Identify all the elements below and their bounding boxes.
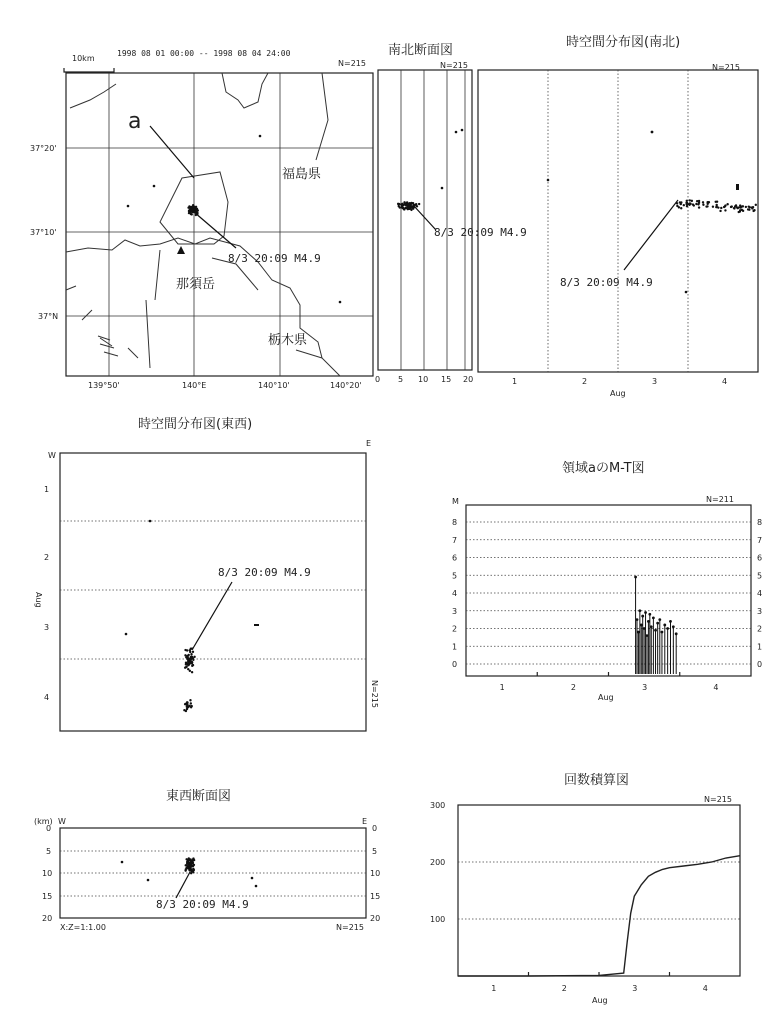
st-ns-event [680, 207, 682, 209]
ns-hypocenter [441, 187, 444, 190]
ew-w: W [58, 817, 66, 826]
cum-xtick: 3 [632, 984, 638, 993]
mt-chart-panel [452, 461, 762, 702]
st-ew-event [125, 633, 128, 636]
st-ew-event [186, 706, 188, 708]
ns-hypocenter [412, 202, 414, 204]
lon-label: 140°10' [258, 381, 290, 390]
st-ns-event [720, 207, 722, 209]
region-a-label: a [128, 109, 142, 134]
st-ew-event [189, 699, 191, 701]
ew-hypocenter [251, 877, 254, 880]
st-ew-day: 2 [44, 553, 50, 562]
scale-label: 10km [72, 54, 95, 63]
mt-event-point [641, 615, 644, 618]
ew-depth-right: 20 [370, 914, 381, 923]
map-epicenter [192, 209, 194, 211]
mt-ytick-right: 3 [757, 606, 763, 616]
road-line [222, 73, 268, 108]
mt-event-point [666, 627, 669, 630]
st-ns-event [745, 206, 747, 208]
ns-hypocenter [401, 206, 403, 208]
ns-hypocenter [408, 207, 410, 209]
cum-xtick: 2 [561, 984, 567, 993]
st-ns-event [702, 204, 704, 206]
mt-event-point [648, 613, 651, 616]
map-epicenter [194, 208, 196, 210]
ew-depth-left: 15 [42, 892, 53, 901]
st-ns-event [755, 204, 757, 206]
mt-ytick-left: 5 [452, 571, 458, 581]
st-ns-event [547, 179, 550, 182]
ew-section-title: 東西断面図 [166, 789, 232, 804]
map-epicenter [188, 209, 190, 211]
ns-hypocenter [400, 203, 402, 205]
st-ew-event [190, 706, 192, 708]
mt-xtick: 1 [499, 683, 505, 692]
ns-hypocenter [410, 206, 412, 208]
mt-grid [452, 518, 762, 669]
ns-section-frame [378, 70, 472, 370]
ew-hypocenter [193, 864, 195, 866]
scale-bar [64, 68, 114, 72]
mt-ytick-left: 7 [452, 535, 458, 545]
ew-depth-left: 10 [42, 869, 53, 878]
st-ns-event [724, 209, 726, 211]
st-ew-annotation: 8/3 20:09 M4.9 [218, 566, 311, 579]
st-ns-event [686, 203, 688, 205]
map-epicenter [188, 205, 190, 207]
st-ns-event [686, 200, 688, 202]
mt-ytick-right: 5 [757, 571, 763, 581]
st-ew-event [186, 701, 188, 703]
cum-title: 回数積算図 [564, 773, 630, 788]
mt-ytick-left: 2 [452, 624, 458, 634]
region-a-leader [150, 126, 194, 178]
st-ew-event [190, 662, 192, 664]
st-ns-event [705, 205, 707, 207]
st-ew-event [185, 656, 187, 658]
st-ew-day: 1 [44, 485, 50, 494]
mt-title: 領域aのM-T図 [562, 461, 645, 476]
ns-xtick: 20 [463, 375, 474, 384]
ew-depth-left: 20 [42, 914, 53, 923]
ew-depth-left: 0 [46, 824, 52, 833]
ew-hypocenter [193, 859, 195, 861]
mt-ytick-left: 6 [452, 553, 458, 563]
ns-hypocenter [461, 129, 464, 132]
ns-annotation-leader [414, 206, 436, 230]
mt-ytick-left: 3 [452, 606, 458, 616]
mt-ytick-right: 6 [757, 553, 763, 563]
st-ns-event [715, 201, 717, 203]
mt-event-point [634, 576, 637, 579]
mt-event-point [656, 622, 659, 625]
cum-xtick: 4 [702, 984, 708, 993]
map-epicenter [196, 208, 198, 210]
ns-hypocenter [404, 204, 406, 206]
ns-hypocenter [397, 203, 399, 205]
cum-ytick: 200 [430, 858, 446, 867]
ns-section-title: 南北断面図 [388, 43, 454, 58]
mt-ylabel: M [452, 497, 459, 506]
st-ns-event [706, 203, 708, 205]
st-ns-event [696, 200, 698, 202]
st-ew-event [190, 702, 192, 704]
ns-hypocenter [455, 131, 458, 134]
st-ew-event [189, 651, 191, 653]
mt-event-point [661, 631, 664, 634]
cum-ytick: 300 [430, 801, 446, 810]
mt-xtick: 3 [642, 683, 648, 692]
mt-xtick: 4 [713, 683, 719, 692]
map-epicenter [153, 185, 156, 188]
period-label: 1998 08 01 00:00 -- 1998 08 04 24:00 [117, 49, 291, 58]
cum-xtick: 1 [491, 984, 497, 993]
st-ns-event [695, 203, 697, 205]
ew-count: N=215 [336, 923, 364, 932]
mt-event-point [652, 616, 655, 619]
mt-ytick-right: 8 [757, 518, 763, 527]
ns-xtick: 5 [398, 375, 404, 384]
mt-xlabel: Aug [598, 693, 614, 702]
st-ns-event [689, 199, 691, 201]
mt-ytick-left: 1 [452, 642, 458, 652]
st-ns-event [731, 205, 733, 207]
map-frame [66, 73, 373, 376]
map-epicenter-cluster [187, 204, 199, 216]
ns-hypocenter [408, 203, 410, 205]
map-epicenter [127, 205, 130, 208]
st-ew-event [185, 666, 187, 668]
ew-depth-right: 10 [370, 869, 381, 878]
ew-depth-left: 5 [46, 847, 52, 856]
st-ns-event [749, 206, 751, 208]
epicenter-map [30, 49, 373, 390]
st-ew-title: 時空間分布図(東西) [138, 417, 253, 432]
ew-hypocenter [187, 866, 189, 868]
st-ns-event [651, 131, 654, 134]
ew-hypocenter [189, 858, 191, 860]
ew-annotation-leader [176, 872, 190, 898]
ns-hypocenter [418, 203, 420, 205]
st-ns-panel [478, 34, 758, 398]
st-ns-event [685, 291, 688, 294]
mt-event-point [638, 609, 641, 612]
mt-event-point [644, 611, 647, 614]
st-ns-event [739, 206, 741, 208]
st-ns-event [689, 202, 691, 204]
mt-xtick: 2 [570, 683, 576, 692]
map-epicenter [339, 301, 342, 304]
lon-label: 140°E [182, 381, 207, 390]
st-ew-event [187, 664, 189, 666]
lon-label: 139°50' [88, 381, 120, 390]
nasu-label: 那須岳 [176, 277, 216, 292]
cum-grid [430, 801, 740, 924]
mt-event-point [672, 625, 675, 628]
st-ns-annotation: 8/3 20:09 M4.9 [560, 276, 653, 289]
map-epicenter [259, 135, 262, 138]
st-ew-event [254, 624, 259, 626]
st-ns-event [702, 201, 704, 203]
ns-hypocenter [412, 207, 414, 209]
mt-ytick-left: 4 [452, 589, 458, 598]
ew-section-panel [34, 788, 380, 932]
ew-hypocenter [121, 861, 124, 864]
ew-hypocenter [187, 861, 189, 863]
st-ns-event [719, 210, 721, 212]
st-ew-panel [34, 416, 379, 731]
st-ns-event [680, 201, 682, 203]
lat-label: 37°N [38, 312, 59, 321]
st-ns-event [693, 204, 695, 206]
tochigi-label: 栃木県 [268, 333, 308, 348]
cum-line [458, 856, 740, 976]
st-ns-event [736, 184, 739, 190]
st-ew-event [185, 710, 187, 712]
ew-hypocenter [189, 869, 191, 871]
st-ew-day: 4 [44, 693, 50, 702]
lat-label: 37°20' [30, 144, 57, 153]
mt-event-point [675, 632, 678, 635]
map-epicenter [191, 206, 193, 208]
ns-section-count: N=215 [440, 61, 468, 70]
st-ns-day: 1 [512, 377, 518, 386]
st-ew-event [187, 658, 189, 660]
ew-annotation: 8/3 20:09 M4.9 [156, 898, 249, 911]
map-annotation: 8/3 20:09 M4.9 [228, 252, 321, 265]
st-ew-event [184, 703, 186, 705]
st-ns-day: 2 [582, 377, 588, 386]
fukushima-label: 福島県 [282, 167, 322, 182]
st-ew-event-cluster [183, 647, 196, 712]
st-ns-event [741, 209, 743, 211]
ns-xtick: 15 [441, 375, 452, 384]
st-ew-ylabel: Aug [34, 592, 43, 608]
mt-ytick-right: 4 [757, 589, 763, 598]
ew-km: (km) [34, 817, 53, 826]
ew-hypocenter-cluster [184, 857, 195, 874]
cum-xlabel: Aug [592, 996, 608, 1005]
st-ew-event [192, 664, 194, 666]
st-ns-event [716, 205, 718, 207]
ew-depth-right: 5 [372, 847, 378, 856]
st-ns-event [752, 210, 754, 212]
st-ew-event [149, 520, 152, 523]
cumulative-chart-panel [430, 772, 740, 1005]
st-ns-event [698, 202, 700, 204]
mt-event-point [650, 625, 653, 628]
st-ew-day: 3 [44, 623, 50, 632]
st-ew-e: E [366, 439, 372, 448]
road-line [316, 73, 328, 160]
st-ns-xlabel: Aug [610, 389, 626, 398]
st-ns-event [736, 206, 738, 208]
lon-label: 140°20' [330, 381, 362, 390]
st-ns-event [712, 206, 714, 208]
ew-ratio: X:Z=1:1.00 [60, 923, 106, 932]
st-ew-event [186, 649, 188, 651]
st-ns-event [747, 208, 749, 210]
map-count: N=215 [338, 59, 366, 68]
ew-hypocenter [255, 885, 258, 888]
mt-bars [634, 576, 677, 674]
ew-depth-right: 15 [370, 892, 381, 901]
st-ns-title: 時空間分布図(南北) [566, 35, 681, 50]
st-ns-event [691, 200, 693, 202]
st-ns-event [751, 207, 753, 209]
mt-count: N=211 [706, 495, 734, 504]
st-ew-w: W [48, 451, 56, 460]
mt-event-point [654, 629, 657, 632]
ew-e: E [362, 817, 368, 826]
mt-event-point [669, 620, 672, 623]
st-ew-event [193, 656, 195, 658]
mt-event-point [663, 624, 666, 627]
st-ew-event [191, 671, 193, 673]
mt-xticks [500, 672, 719, 692]
cum-count: N=215 [704, 795, 732, 804]
ns-xtick: 0 [375, 375, 381, 384]
st-ns-day: 4 [722, 377, 728, 386]
ew-hypocenter [192, 868, 194, 870]
map-epicenter [191, 213, 193, 215]
ns-xtick: 10 [418, 375, 429, 384]
ew-hypocenter [190, 865, 192, 867]
ew-hypocenter [147, 879, 150, 882]
st-ns-annotation-leader [624, 200, 678, 270]
mt-ytick-right: 2 [757, 624, 763, 634]
cum-frame [458, 805, 740, 976]
mt-ytick-right: 1 [757, 642, 763, 652]
st-ew-frame [60, 453, 366, 731]
ns-section-panel [375, 42, 527, 384]
st-ns-count: N=215 [712, 63, 740, 72]
cum-xticks [491, 972, 708, 993]
lat-label: 37°10' [30, 228, 57, 237]
st-ns-event [678, 206, 680, 208]
st-ns-event [683, 204, 685, 206]
ew-depth-right: 0 [372, 824, 378, 833]
mt-ytick-right: 0 [757, 660, 763, 669]
mt-frame [466, 505, 751, 676]
st-ew-event [190, 653, 192, 655]
st-ew-event [187, 668, 189, 670]
st-ew-event [190, 657, 192, 659]
volcano-icon [177, 246, 185, 254]
mt-ytick-left: 8 [452, 518, 458, 527]
ew-hypocenter [192, 870, 194, 872]
st-ew-annotation-leader [192, 582, 232, 650]
ew-hypocenter [189, 862, 191, 864]
ns-hypocenter [398, 205, 400, 207]
mt-event-point [636, 618, 639, 621]
st-ns-event-cluster [676, 184, 757, 213]
mt-event-point [658, 618, 661, 621]
st-ns-event [726, 203, 728, 205]
st-ns-event [698, 206, 700, 208]
ns-annotation: 8/3 20:09 M4.9 [434, 226, 527, 239]
mt-ytick-right: 7 [757, 535, 763, 545]
st-ns-event [724, 204, 726, 206]
st-ew-event [192, 651, 194, 653]
mt-ytick-left: 0 [452, 660, 458, 669]
st-ew-count: N=215 [370, 680, 379, 708]
cum-ytick: 100 [430, 915, 446, 924]
st-ns-day: 3 [652, 377, 658, 386]
